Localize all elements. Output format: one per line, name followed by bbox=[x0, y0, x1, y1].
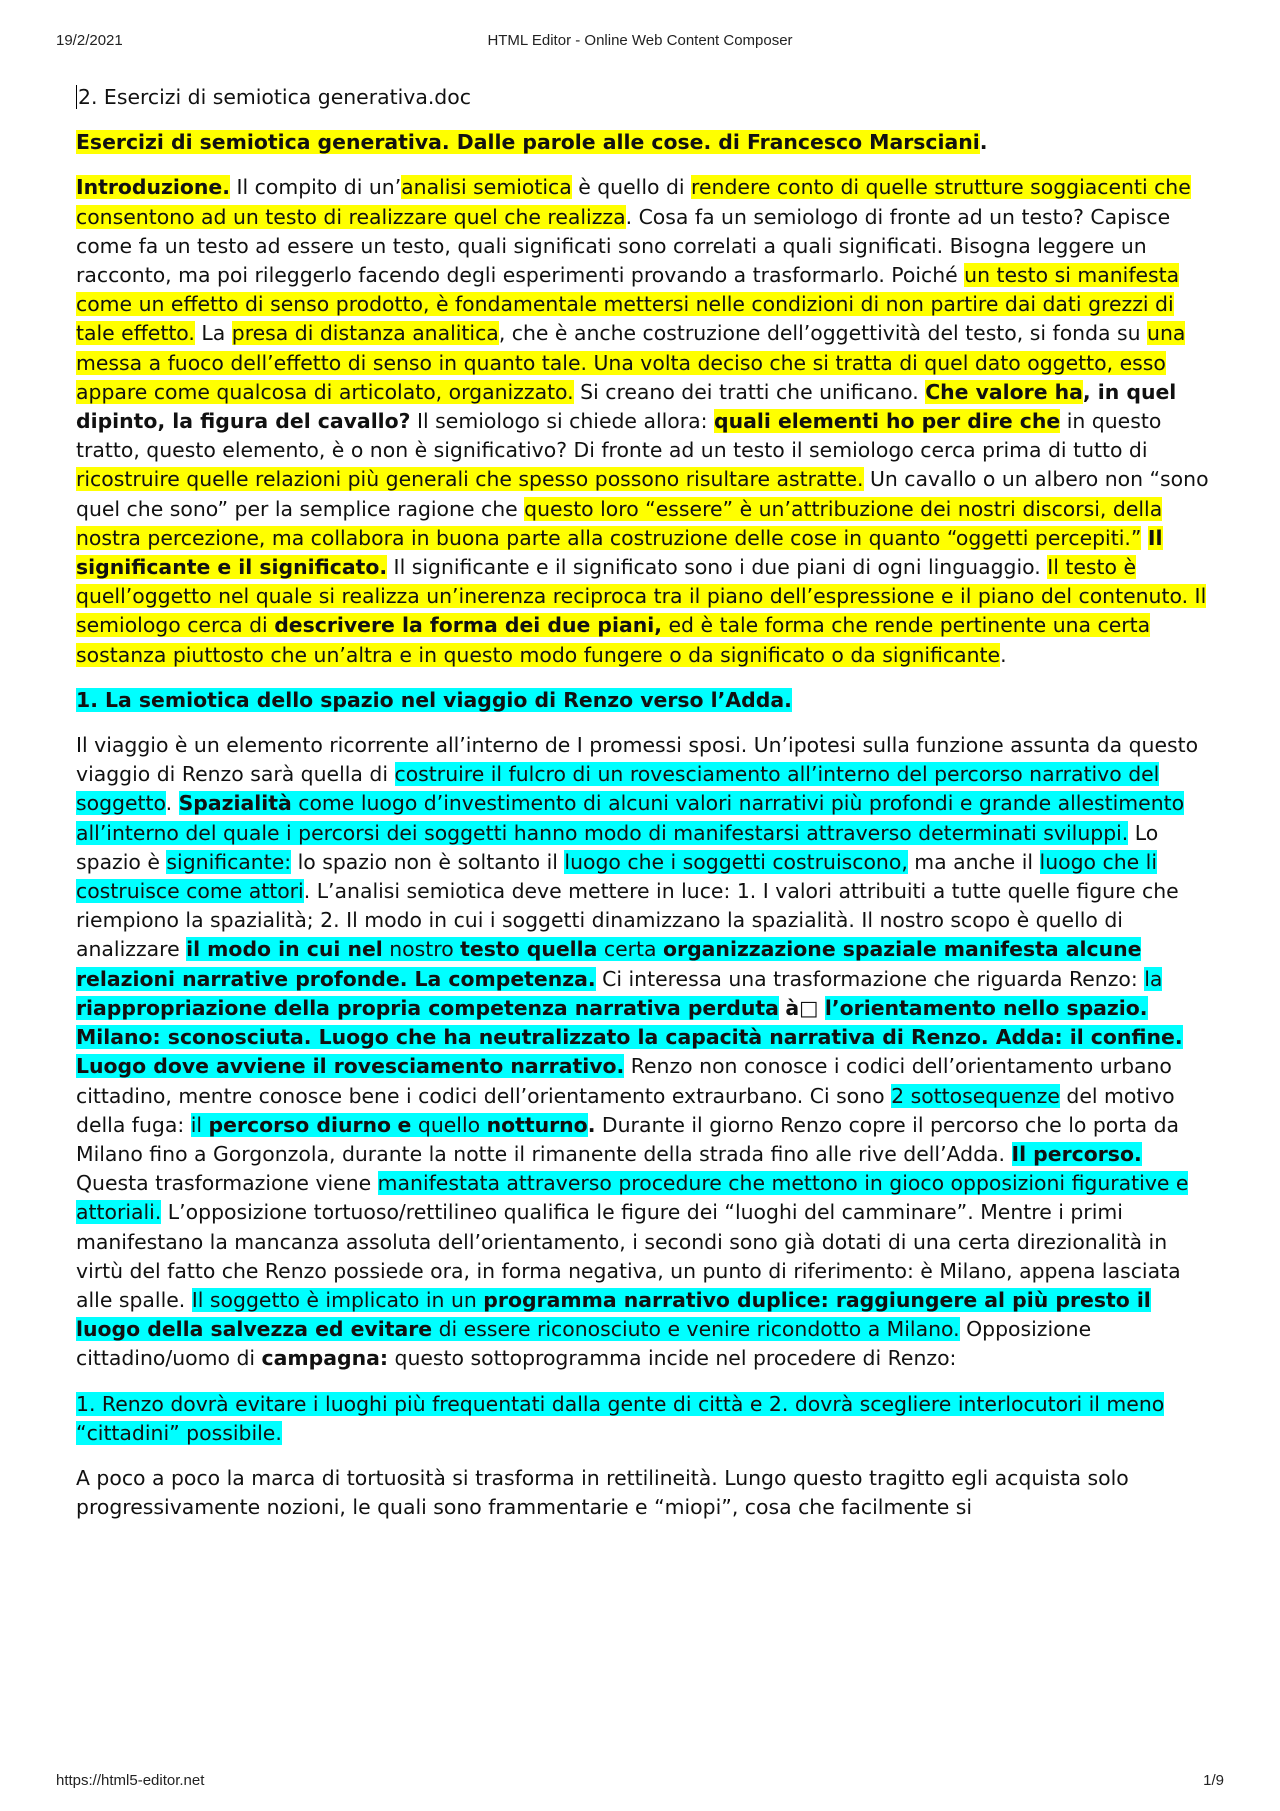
highlighted-text: 1. La semiotica dello spazio nel viaggio di Renzo verso l’Adda. bbox=[76, 687, 792, 712]
highlighted-text: un testo si manifesta come un effetto di senso prodotto, è fondamentale mettersi nelle condizioni di non partire dai dati grezzi di tale effetto. bbox=[76, 263, 1180, 346]
text-run: Durante il giorno Renzo copre il percorso che lo porta da Milano fino a Gorgonzola, durante la notte il rimanente della strada fino alle rive dell’Adda. bbox=[76, 1112, 1180, 1166]
text-run: lo spazio non è soltanto il bbox=[291, 849, 565, 874]
paragraph-list bbox=[76, 1390, 1210, 1448]
text-run: Il viaggio è un elemento ricorrente all’interno de I promessi sposi. Un’ipotesi sulla funzione assunta da questo viaggio di Renzo sarà quella di bbox=[76, 733, 1199, 787]
highlighted-text: quello bbox=[411, 1112, 487, 1137]
text-run: , in quel dipinto, la figura del cavallo? bbox=[76, 379, 1177, 434]
highlighted-text: Spazialità bbox=[178, 791, 292, 816]
highlighted-text: questo loro “essere” è un’attribuzione dei nostri discorsi, della nostra percezione, ma collabora in buona parte alla costruzione delle cose in quanto “oggetti percepiti.” bbox=[76, 496, 1163, 550]
text-run: in questo tratto, questo elemento, è o non è significativo? Di fronte ad un testo il semiologo cerca prima di tutto di bbox=[76, 409, 1162, 463]
text-run: Un cavallo o un albero non “sono quel che sono” per la semplice ragione che bbox=[76, 467, 1209, 521]
highlighted-text: la bbox=[1144, 966, 1163, 991]
text-run: ma anche il bbox=[907, 849, 1040, 874]
text-run: . Cosa fa un semiologo di fronte ad un testo? Capisce come fa un testo ad essere un testo, quali significati sono correlati a quali significati. Bisogna leggere un racconto, ma poi rileggerlo facendo degli esperimenti provando a trasformarlo. Poiché bbox=[76, 204, 1171, 288]
highlighted-text: il modo in cui nel bbox=[186, 937, 383, 962]
document-title-period: . bbox=[979, 130, 988, 155]
document-title bbox=[76, 128, 1210, 157]
text-run: A poco a poco la marca di tortuosità si trasforma in rettilineità. Lungo questo tragitto egli acquista solo progressivamente nozioni, le quali sono frammentarie e “miopi”, cosa che facilmente si bbox=[76, 1465, 1129, 1520]
paragraph-introduzione bbox=[76, 173, 1210, 669]
highlighted-text: percorso diurno bbox=[208, 1112, 392, 1137]
highlighted-text: luogo che li costruisce come attori bbox=[76, 849, 1157, 904]
highlighted-text: come luogo d’investimento di alcuni valori narrativi più profondi e grande allestimento all’interno del quale i percorsi dei soggetti hanno modo di manifestarsi attraverso determinati sviluppi. bbox=[76, 791, 1185, 845]
document-title-text: Esercizi di semiotica generativa. Dalle parole alle cose. di Francesco Marsciani bbox=[76, 130, 980, 155]
text-run: . bbox=[1000, 642, 1007, 667]
highlighted-text: Il significante e il significato. bbox=[76, 525, 1163, 580]
highlighted-text: notturno bbox=[486, 1112, 588, 1137]
highlighted-text: presa di distanza analitica bbox=[231, 321, 499, 346]
text-cursor bbox=[76, 85, 77, 109]
text-run: . bbox=[165, 791, 179, 816]
text-run: . bbox=[587, 1112, 596, 1137]
print-footer bbox=[0, 1772, 1280, 1792]
highlighted-text: l’orientamento nello spazio. Milano: sconosciuta. Luogo che ha neutralizzato la capacità narrativa di Renzo. Adda: il confine. Luogo dove avviene il rovesciamento narrativo. bbox=[76, 995, 1183, 1079]
text-run: Lo spazio è bbox=[76, 820, 1159, 874]
text-run: questo sottoprogramma incide nel procedere di Renzo: bbox=[388, 1346, 957, 1371]
text-run: Ci interessa una trasformazione che riguarda Renzo: bbox=[595, 966, 1145, 991]
document-body[interactable] bbox=[76, 83, 1210, 1538]
highlighted-text: manifestata attraverso procedure che mettono in gioco opposizioni figurative e attoriali. bbox=[76, 1171, 1189, 1225]
highlighted-text: testo quella bbox=[460, 937, 598, 962]
print-url: https://html5-editor.net bbox=[56, 1772, 205, 1789]
section-heading bbox=[76, 686, 1210, 715]
text-run bbox=[818, 996, 824, 1020]
highlighted-text: il bbox=[190, 1112, 209, 1137]
highlighted-text: 2 sottosequenze bbox=[891, 1083, 1060, 1108]
highlighted-text bbox=[391, 1113, 397, 1137]
text-run: Questa trasformazione viene bbox=[76, 1171, 378, 1196]
text-run: à bbox=[785, 995, 800, 1020]
highlighted-text: Che valore ha bbox=[925, 379, 1083, 404]
highlighted-text: quali elementi ho per dire che bbox=[714, 409, 1061, 434]
text-run: . L’analisi semiotica deve mettere in luce: 1. I valori attribuiti a tutte quelle figure che riempiono la spazialità; 2. Il modo in cui i soggetti dinamizzano la spazialità. Il nostro scopo è quello di analizzare bbox=[76, 879, 1179, 962]
text-run: Renzo non conosce i codici dell’orientamento urbano cittadino, mentre conosce bene i codici dell’orientamento extraurbano. Ci sono bbox=[76, 1054, 1172, 1108]
highlighted-text: significante: bbox=[166, 849, 292, 874]
text-run: □ bbox=[799, 995, 819, 1020]
print-header bbox=[0, 32, 1280, 52]
highlighted-text: costruire il fulcro di un rovesciamento all’interno del percorso narrativo del soggetto bbox=[76, 762, 1160, 816]
highlighted-text: e bbox=[397, 1112, 412, 1137]
filename-text: 2. Esercizi di semiotica generativa.doc bbox=[78, 85, 471, 109]
highlighted-text: Il testo è quell’oggetto nel quale si realizza un’inerenza reciproca tra il piano dell’espressione e il piano del contenuto. Il semiologo cerca di bbox=[76, 555, 1207, 638]
highlighted-text: Introduzione. bbox=[76, 175, 230, 200]
text-run bbox=[1141, 526, 1147, 550]
text-run: L’opposizione tortuoso/rettilineo qualifica le figure dei “luoghi del camminare”. Mentre i primi manifestano la mancanza assoluta dell’orientamento, i secondi sono già dotati di una certa direzionalità in virtù del fatto che Renzo possiede ora, in forma negativa, un punto di riferimento: è Milano, appena lasciata alle spalle. bbox=[76, 1200, 1181, 1312]
text-run: La bbox=[194, 321, 232, 346]
print-date: 19/2/2021 bbox=[56, 32, 123, 49]
text-run: Opposizione cittadino/uomo di bbox=[76, 1317, 1092, 1371]
text-run: , che è anche costruzione dell’oggettività del testo, si fonda su bbox=[498, 321, 1148, 346]
highlighted-text: Il percorso. bbox=[1011, 1141, 1142, 1166]
highlighted-text: riappropriazione della propria competenza narrativa perduta bbox=[76, 995, 779, 1020]
highlighted-text: analisi semiotica bbox=[401, 175, 572, 200]
print-page-title: HTML Editor - Online Web Content Composer bbox=[487, 32, 793, 49]
highlighted-text: organizzazione spaziale manifesta alcune relazioni narrative profonde. La competenza. bbox=[76, 937, 1142, 991]
highlighted-text: Il soggetto è implicato in un bbox=[191, 1287, 484, 1312]
text-run: Il significante e il significato sono i due piani di ogni linguaggio. bbox=[387, 555, 1048, 580]
paragraph-tortuosita bbox=[76, 1464, 1210, 1522]
highlighted-text: di essere riconosciuto e venire ricondotto a Milano. bbox=[432, 1317, 960, 1342]
highlighted-text: certa bbox=[597, 937, 664, 962]
document-filename bbox=[76, 83, 1210, 112]
highlighted-text: rendere conto di quelle strutture soggiacenti che consentono ad un testo di realizzare quel che realizza bbox=[76, 175, 1191, 229]
text-run: Il compito di un’ bbox=[230, 175, 402, 200]
highlighted-text: ricostruire quelle relazioni più generali che spesso possono risultare astratte. bbox=[76, 467, 864, 492]
highlighted-text: nostro bbox=[382, 937, 461, 962]
text-run: Il semiologo si chiede allora: bbox=[410, 409, 714, 434]
highlighted-text: 1. Renzo dovrà evitare i luoghi più frequentati dalla gente di città e 2. dovrà scegliere interlocutori il meno “cittadini” possibile. bbox=[76, 1391, 1165, 1445]
highlighted-text: descrivere la forma dei due piani, bbox=[274, 613, 663, 638]
highlighted-text: una messa a fuoco dell’effetto di senso in quanto tale. Una volta deciso che si tratta di quel dato oggetto, esso appare come qualcosa di articolato, organizzato. bbox=[76, 321, 1186, 404]
highlighted-text: luogo che i soggetti costruiscono, bbox=[564, 849, 908, 874]
text-run: è quello di bbox=[571, 175, 692, 200]
text-run: Si creano dei tratti che unificano. bbox=[573, 379, 926, 404]
paragraph-viaggio bbox=[76, 731, 1210, 1373]
print-page-number: 1/9 bbox=[1203, 1772, 1224, 1789]
text-run: campagna: bbox=[261, 1346, 389, 1371]
text-run: del motivo della fuga: bbox=[76, 1083, 1175, 1137]
highlighted-text: programma narrativo duplice: raggiungere al più presto il luogo della salvezza ed evitare bbox=[76, 1287, 1151, 1342]
highlighted-text: ed è tale forma che rende pertinente una certa sostanza piuttosto che un’altra e in questo modo fungere o da significato o da significante bbox=[76, 613, 1151, 667]
